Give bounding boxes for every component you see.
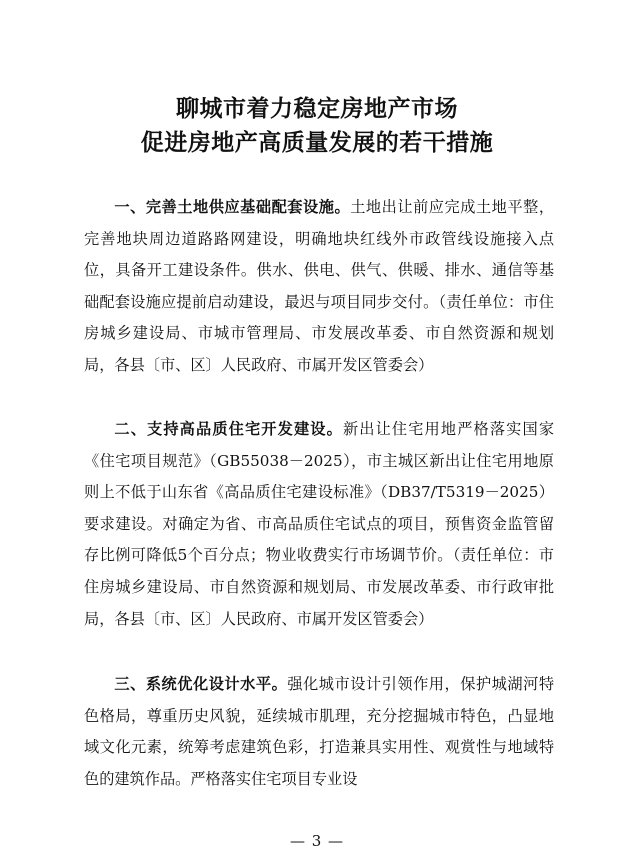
section-1-heading: 一、完善土地供应基础配套设施。 [114, 198, 351, 216]
section-1-paragraph [84, 192, 554, 382]
section-1-body: 土地出让前应完成土地平整，完善地块周边道路路网建设，明确地块红线外市政管线设施接入点位，具备开工建设条件。供水、供电、供气、供暖、排水、通信等基础配套设施应提前启动建设，最迟与项目同步交付。（责任单位：市住房城乡建设局、市城市管理局、市发展改革委、市自然资源和规划局，各县〔市、区〕人民政府、市属开发区管委会） [84, 198, 555, 374]
page-number: — 3 — [289, 832, 345, 850]
section-2-heading: 二、支持高品质住宅开发建设。 [114, 420, 343, 438]
section-3-body: 强化城市设计引领作用，保护城湖河特色格局，尊重历史风貌，延续城市肌理，充分挖掘城市特色，凸显地域文化元素，统筹考虑建筑色彩，打造兼具实用性、观赏性与地域特色的建筑作品。严格落实住宅项目专业设 [84, 675, 555, 788]
section-3-heading: 三、系统优化设计水平。 [114, 675, 288, 693]
document-title-line-2: 促进房地产高质量发展的若干措施 [140, 129, 494, 156]
document-title-line-1: 聊城市着力稳定房地产市场 [176, 95, 458, 122]
section-2-body: 新出让住宅用地严格落实国家《住宅项目规范》（GB55038－2025），市主城区新出让住宅用地原则上不低于山东省《高品质住宅建设标准》（DB37/T5319－2025）要求建设。对确定为省、市高品质住宅试点的项目，预售资金监管留存比例可降低5个百分点；物业收费实行市场调节价。（责任单位：市住房城乡建设局、市自然资源和规划局、市发展改革委、市行政审批局，各县〔市、区〕人民政府、市属开发区管委会） [84, 420, 555, 628]
section-3-paragraph [84, 669, 554, 795]
section-2-paragraph [84, 414, 554, 635]
